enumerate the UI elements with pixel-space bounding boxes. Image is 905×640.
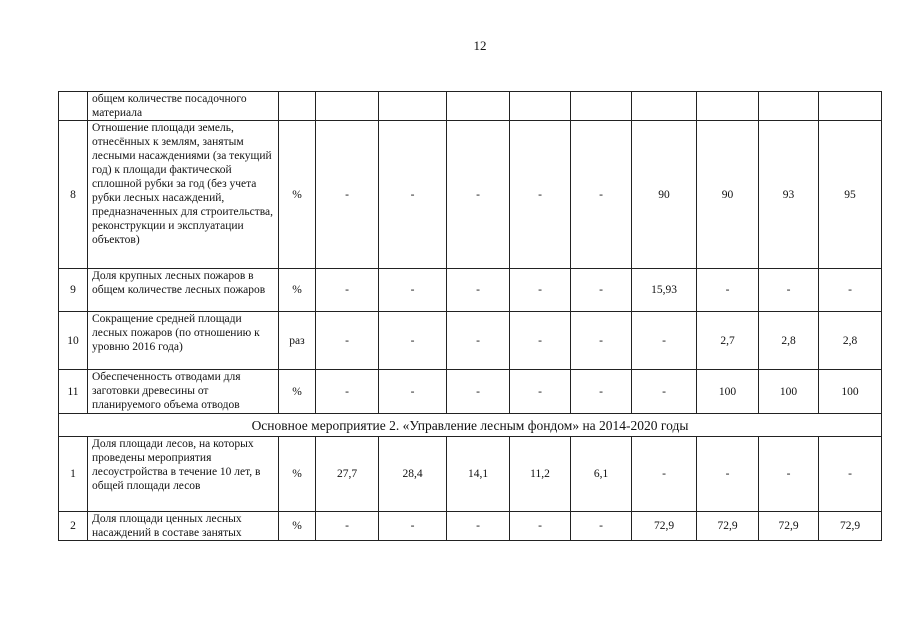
- value-cell: -: [632, 437, 697, 512]
- row-number-cell: 2: [59, 512, 88, 541]
- value-cell: -: [379, 269, 447, 312]
- indicator-cell: Обеспеченность отводами для заготовки древесины от планируемого объема отводов: [88, 370, 279, 414]
- unit-cell: [279, 92, 316, 121]
- value-cell: [697, 92, 759, 121]
- value-cell: -: [510, 269, 571, 312]
- value-cell: -: [819, 437, 882, 512]
- table-row: [59, 312, 882, 370]
- value-cell: [316, 92, 379, 121]
- row-number-cell: 8: [59, 121, 88, 269]
- value-cell: -: [447, 312, 510, 370]
- value-cell: -: [379, 121, 447, 269]
- indicators-table: [58, 91, 882, 541]
- value-cell: [379, 92, 447, 121]
- value-cell: -: [447, 512, 510, 541]
- value-cell: 15,93: [632, 269, 697, 312]
- indicator-cell: Доля площади лесов, на которых проведены мероприятия лесоустройства в течение 10 лет, в общей площади лесов: [88, 437, 279, 512]
- value-cell: -: [571, 370, 632, 414]
- table-row: [59, 121, 882, 269]
- row-number-cell: 9: [59, 269, 88, 312]
- row-number-cell: 10: [59, 312, 88, 370]
- value-cell: -: [316, 370, 379, 414]
- value-cell: -: [316, 121, 379, 269]
- indicator-cell: Сокращение средней площади лесных пожаров (по отношению к уровню 2016 года): [88, 312, 279, 370]
- value-cell: -: [759, 269, 819, 312]
- value-cell: -: [697, 269, 759, 312]
- unit-cell: %: [279, 370, 316, 414]
- value-cell: -: [510, 121, 571, 269]
- row-number-cell: [59, 92, 88, 121]
- indicator-cell: Доля площади ценных лесных насаждений в составе занятых: [88, 512, 279, 541]
- section-title: Основное мероприятие 2. «Управление лесным фондом» на 2014-2020 годы: [59, 414, 882, 437]
- value-cell: 2,7: [697, 312, 759, 370]
- value-cell: 72,9: [697, 512, 759, 541]
- value-cell: 100: [759, 370, 819, 414]
- value-cell: [447, 92, 510, 121]
- value-cell: -: [510, 370, 571, 414]
- value-cell: 14,1: [447, 437, 510, 512]
- value-cell: -: [316, 269, 379, 312]
- value-cell: -: [316, 312, 379, 370]
- value-cell: 95: [819, 121, 882, 269]
- value-cell: [819, 92, 882, 121]
- row-number-cell: 11: [59, 370, 88, 414]
- value-cell: 2,8: [759, 312, 819, 370]
- value-cell: 100: [819, 370, 882, 414]
- value-cell: -: [697, 437, 759, 512]
- value-cell: 100: [697, 370, 759, 414]
- value-cell: 93: [759, 121, 819, 269]
- value-cell: [759, 92, 819, 121]
- value-cell: -: [510, 312, 571, 370]
- value-cell: -: [571, 512, 632, 541]
- value-cell: [571, 92, 632, 121]
- unit-cell: раз: [279, 312, 316, 370]
- value-cell: [510, 92, 571, 121]
- unit-cell: %: [279, 121, 316, 269]
- indicator-cell: Доля крупных лесных пожаров в общем количестве лесных пожаров: [88, 269, 279, 312]
- value-cell: -: [447, 269, 510, 312]
- value-cell: 90: [632, 121, 697, 269]
- indicator-cell: общем количестве посадочного материала: [88, 92, 279, 121]
- value-cell: -: [379, 312, 447, 370]
- value-cell: -: [571, 121, 632, 269]
- table-row: [59, 512, 882, 541]
- value-cell: -: [510, 512, 571, 541]
- value-cell: 27,7: [316, 437, 379, 512]
- value-cell: -: [447, 121, 510, 269]
- table-row: [59, 437, 882, 512]
- page-number: 12: [473, 38, 487, 53]
- value-cell: -: [447, 370, 510, 414]
- value-cell: -: [632, 312, 697, 370]
- value-cell: 2,8: [819, 312, 882, 370]
- table-row: [59, 370, 882, 414]
- value-cell: -: [759, 437, 819, 512]
- value-cell: 72,9: [819, 512, 882, 541]
- unit-cell: %: [279, 269, 316, 312]
- value-cell: 72,9: [759, 512, 819, 541]
- value-cell: -: [379, 512, 447, 541]
- value-cell: -: [571, 312, 632, 370]
- unit-cell: %: [279, 437, 316, 512]
- row-number-cell: 1: [59, 437, 88, 512]
- value-cell: -: [571, 269, 632, 312]
- value-cell: [632, 92, 697, 121]
- indicator-cell: Отношение площади земель, отнесённых к землям, занятым лесными насаждениями (за текущий год) к площади фактической сплошной рубки за год (без учета рубки лесных насаждений, предназначенных для строительства, реконструкции и эксплуатации объектов): [88, 121, 279, 269]
- table-row-continuation: [59, 92, 882, 121]
- value-cell: 11,2: [510, 437, 571, 512]
- value-cell: -: [316, 512, 379, 541]
- value-cell: 72,9: [632, 512, 697, 541]
- unit-cell: %: [279, 512, 316, 541]
- value-cell: 28,4: [379, 437, 447, 512]
- value-cell: -: [379, 370, 447, 414]
- value-cell: -: [632, 370, 697, 414]
- value-cell: 6,1: [571, 437, 632, 512]
- section-header-row: [59, 414, 882, 437]
- value-cell: 90: [697, 121, 759, 269]
- table-row: [59, 269, 882, 312]
- value-cell: -: [819, 269, 882, 312]
